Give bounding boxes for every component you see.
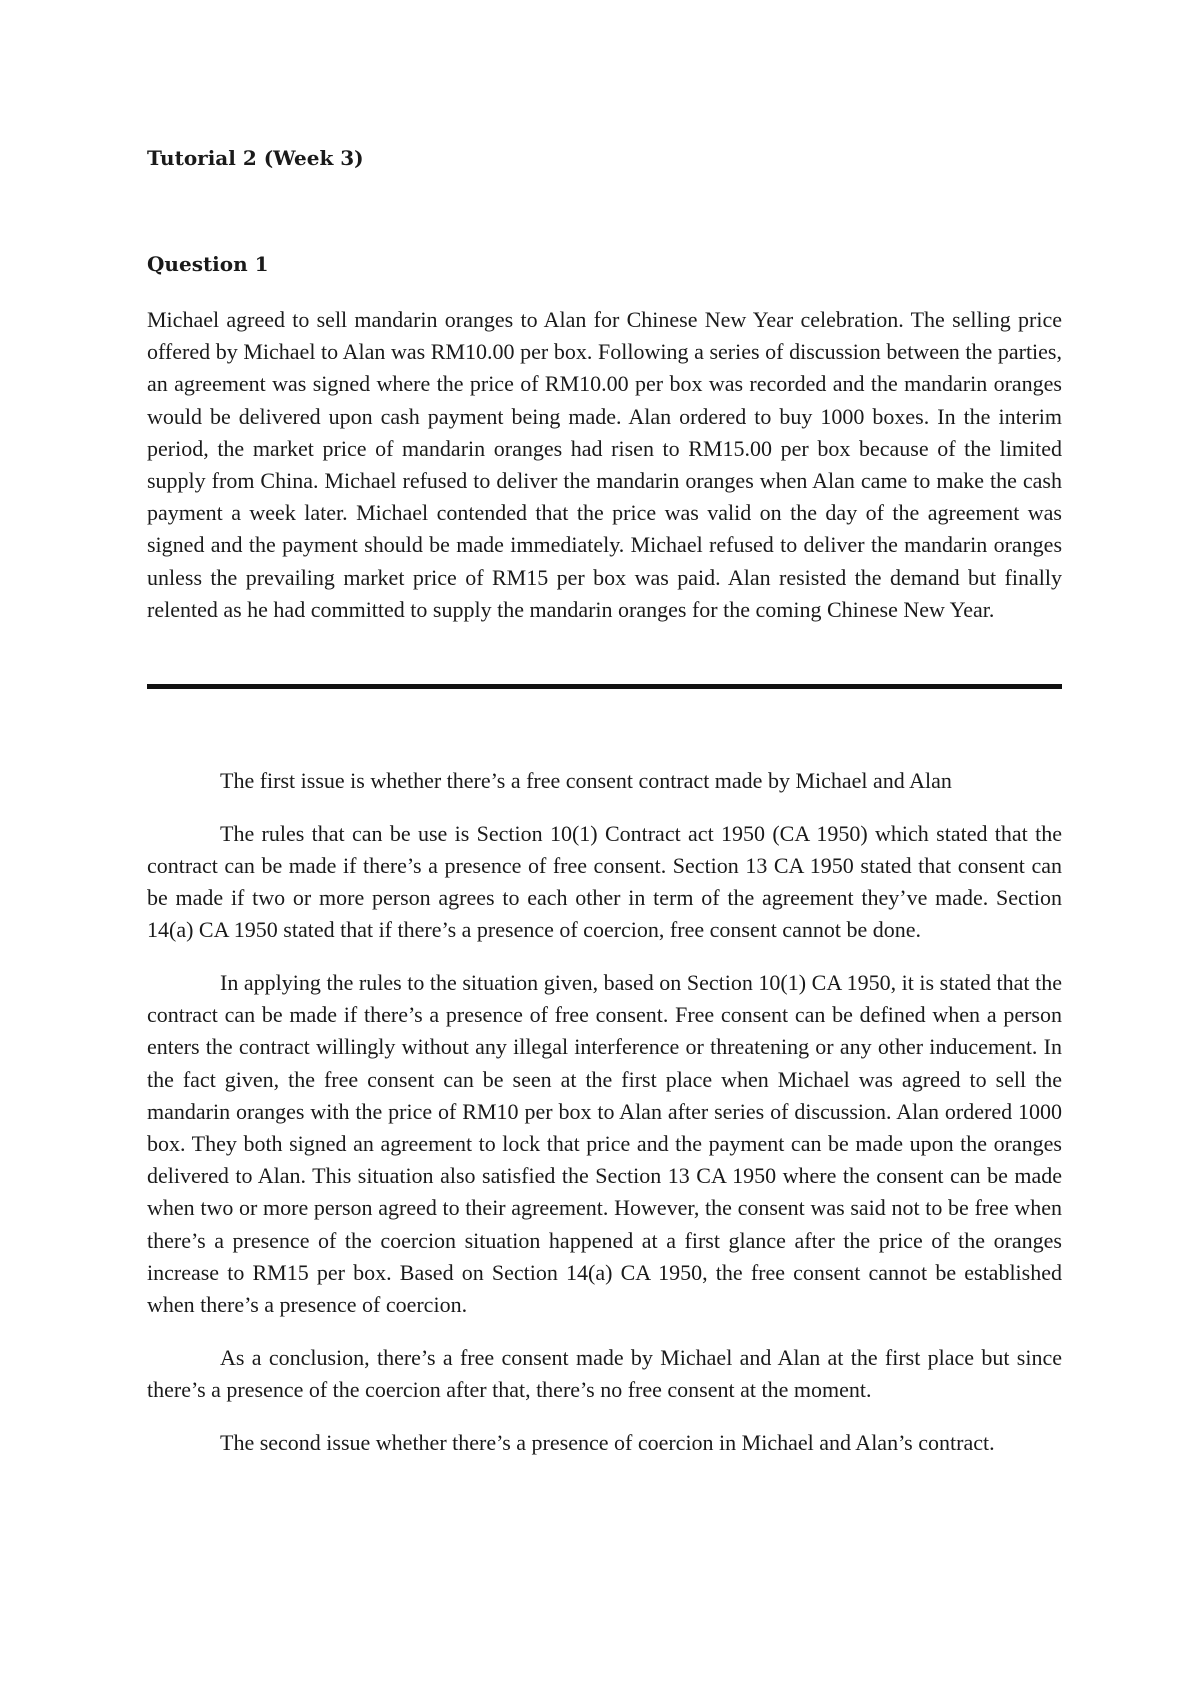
answer-section xyxy=(147,765,1062,1479)
rules-paragraph: The rules that can be use is Section 10(1) Contract act 1950 (CA 1950) which stated that the contract can be made if there’s a presence of free consent. Section 13 CA 1950 stated that consent can be made if two or more person agrees to each other in term of the agreement they’ve made. Section 14(a) CA 1950 stated that if there’s a presence of coercion, free consent cannot be done. xyxy=(147,820,1062,943)
issue-two-paragraph: The second issue whether there’s a presence of coercion in Michael and Alan’s contract. xyxy=(220,1429,995,1455)
section-divider xyxy=(147,684,1062,689)
question-heading: Question 1 xyxy=(147,252,269,276)
application-paragraph: In applying the rules to the situation given, based on Section 10(1) CA 1950, it is stated that the contract can be made if there’s a presence of free consent. Free consent can be defined when a person enters the contract willingly without any illegal interference or threatening or any other inducement. In the fact given, the free consent can be seen at the first place when Michael was agreed to sell the mandarin oranges with the price of RM10 per box to Alan after series of discussion. Alan ordered 1000 box. They both signed an agreement to lock that price and the payment can be made upon the oranges delivered to Alan. This situation also satisfied the Section 13 CA 1950 where the consent can be made when two or more person agreed to their agreement. However, the consent was said not to be free when there’s a presence of the coercion situation happened at a first glance after the price of the oranges increase to RM15 per box. Based on Section 14(a) CA 1950, the free consent cannot be established when there’s a presence of coercion. xyxy=(147,970,1062,1318)
question-text: Michael agreed to sell mandarin oranges to Alan for Chinese New Year celebration. The selling price offered by Michael to Alan was RM10.00 per box. Following a series of discussion between the parties, an agreement was signed where the price of RM10.00 per box was recorded and the mandarin oranges would be delivered upon cash payment being made. Alan ordered to buy 1000 boxes. In the interim period, the market price of mandarin oranges had risen to RM15.00 per box because of the limited supply from China. Michael refused to deliver the mandarin oranges when Alan came to make the cash payment a week later. Michael contended that the price was valid on the day of the agreement was signed and the payment should be made immediately. Michael refused to deliver the mandarin oranges unless the prevailing market price of RM15 per box was paid. Alan resisted the demand but finally relented as he had committed to supply the mandarin oranges for the coming Chinese New Year. xyxy=(147,307,1062,622)
conclusion-paragraph: As a conclusion, there’s a free consent made by Michael and Alan at the first place but since there’s a presence of the coercion after that, there’s no free consent at the moment. xyxy=(147,1344,1062,1402)
document-title: Tutorial 2 (Week 3) xyxy=(147,146,364,170)
issue-one-paragraph: The first issue is whether there’s a free consent contract made by Michael and Alan xyxy=(220,768,952,793)
